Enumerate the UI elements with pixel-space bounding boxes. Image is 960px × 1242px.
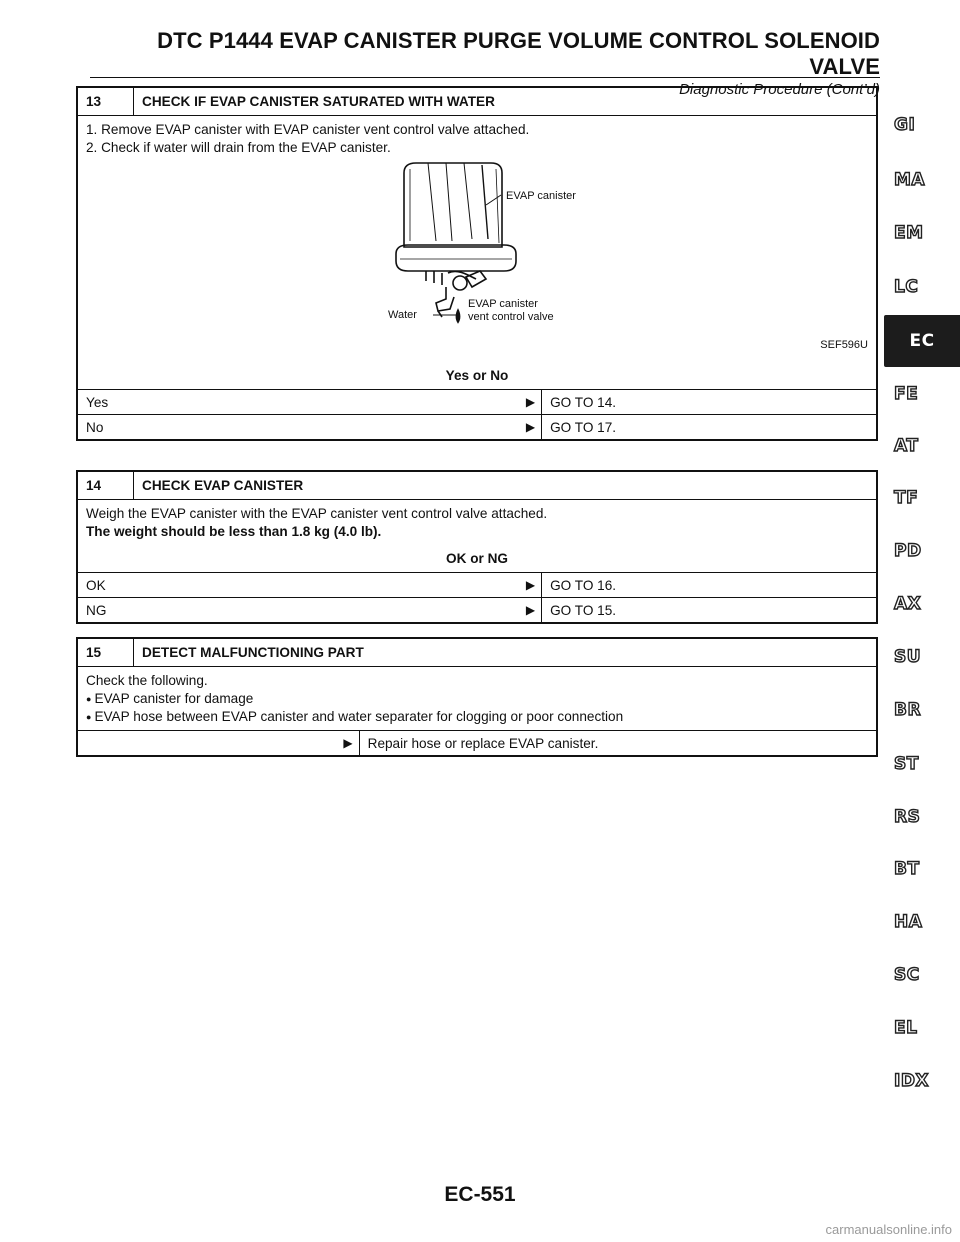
page-subtitle: Diagnostic Procedure (Cont’d): [679, 81, 880, 98]
step-14-header: [77, 471, 877, 500]
step-title: CHECK EVAP CANISTER: [134, 471, 878, 500]
instruction-line: 2. Check if water will drain from the EVAP canister.: [86, 140, 391, 155]
tab-ax[interactable]: AX: [894, 594, 922, 614]
result-action: Repair hose or replace EVAP canister.: [359, 731, 877, 757]
instruction-line: Check the following.: [86, 673, 208, 688]
step-title: DETECT MALFUNCTIONING PART: [134, 638, 878, 667]
section-tabs: [880, 0, 960, 1242]
arrow-icon: ▶: [331, 731, 360, 757]
step-13-body: [77, 116, 877, 390]
bullet-item: ● EVAP canister for damage: [86, 691, 254, 706]
tab-pd[interactable]: PD: [894, 541, 922, 561]
label-vent-valve-2: vent control valve: [468, 311, 554, 323]
result-row: [77, 731, 877, 757]
tab-lc[interactable]: LC: [894, 277, 919, 297]
step-title: CHECK IF EVAP CANISTER SATURATED WITH WATER: [134, 87, 878, 116]
result-row: [77, 598, 877, 624]
evap-canister-figure: [86, 159, 868, 367]
watermark: carmanualsonline.info: [825, 1222, 952, 1237]
result-action: GO TO 14.: [542, 390, 877, 415]
evap-canister-illustration: [386, 159, 686, 339]
result-row: [77, 390, 877, 415]
bullet-icon: ●: [86, 712, 92, 722]
tab-ha[interactable]: HA: [894, 912, 923, 932]
tab-fe[interactable]: FE: [894, 384, 919, 404]
result-action: GO TO 15.: [542, 598, 877, 624]
step-14-body: [77, 500, 877, 573]
step-13-header: [77, 87, 877, 116]
tab-at[interactable]: AT: [894, 436, 919, 456]
result-key: [77, 731, 331, 757]
spec-line: The weight should be less than 1.8 kg (4.0 lb).: [86, 524, 382, 539]
tab-sc[interactable]: SC: [894, 965, 920, 985]
step-number: 13: [77, 87, 134, 116]
header-divider: [90, 77, 880, 78]
bullet-icon: ●: [86, 694, 92, 704]
tab-gi[interactable]: GI: [894, 115, 916, 135]
step-15-body: [77, 667, 877, 731]
result-row: [77, 573, 877, 598]
result-key: NG: [77, 598, 513, 624]
tab-ec-active[interactable]: EC: [884, 315, 960, 367]
tab-br[interactable]: BR: [894, 700, 922, 720]
label-vent-valve-1: EVAP canister: [468, 298, 538, 310]
tab-su[interactable]: SU: [894, 647, 922, 667]
arrow-icon: ▶: [513, 390, 542, 415]
step-13-table: [76, 86, 878, 441]
tab-el[interactable]: EL: [894, 1018, 918, 1038]
step-15-table: [76, 637, 878, 757]
bullet-item: ● EVAP hose between EVAP canister and water separater for clogging or poor connection: [86, 709, 624, 724]
step-number: 15: [77, 638, 134, 667]
tab-bt[interactable]: BT: [894, 859, 920, 879]
result-row: [77, 415, 877, 441]
arrow-icon: ▶: [513, 415, 542, 441]
tab-rs[interactable]: RS: [894, 807, 921, 827]
arrow-icon: ▶: [513, 598, 542, 624]
label-water: Water: [388, 309, 417, 321]
result-action: GO TO 16.: [542, 573, 877, 598]
page-number: EC-551: [444, 1183, 516, 1206]
tab-em[interactable]: EM: [894, 223, 924, 243]
instruction-line: Weigh the EVAP canister with the EVAP canister vent control valve attached.: [86, 506, 548, 521]
figure-code: SEF596U: [820, 339, 868, 351]
arrow-icon: ▶: [513, 573, 542, 598]
tab-ma[interactable]: MA: [894, 170, 926, 190]
page-title: DTC P1444 EVAP CANISTER PURGE VOLUME CONTROL SOLENOID VALVE: [157, 28, 880, 79]
instruction-line: 1. Remove EVAP canister with EVAP canister vent control valve attached.: [86, 122, 530, 137]
step-14-table: [76, 470, 878, 624]
result-action: GO TO 17.: [542, 415, 877, 441]
result-question: OK or NG: [446, 551, 508, 566]
tab-st[interactable]: ST: [894, 754, 919, 774]
step-15-header: [77, 638, 877, 667]
label-evap-canister: EVAP canister: [506, 190, 576, 202]
tab-tf[interactable]: TF: [894, 488, 919, 508]
result-key: Yes: [77, 390, 513, 415]
result-key: No: [77, 415, 513, 441]
step-number: 14: [77, 471, 134, 500]
result-question: Yes or No: [445, 368, 509, 383]
tab-idx[interactable]: IDX: [894, 1071, 930, 1091]
result-key: OK: [77, 573, 513, 598]
